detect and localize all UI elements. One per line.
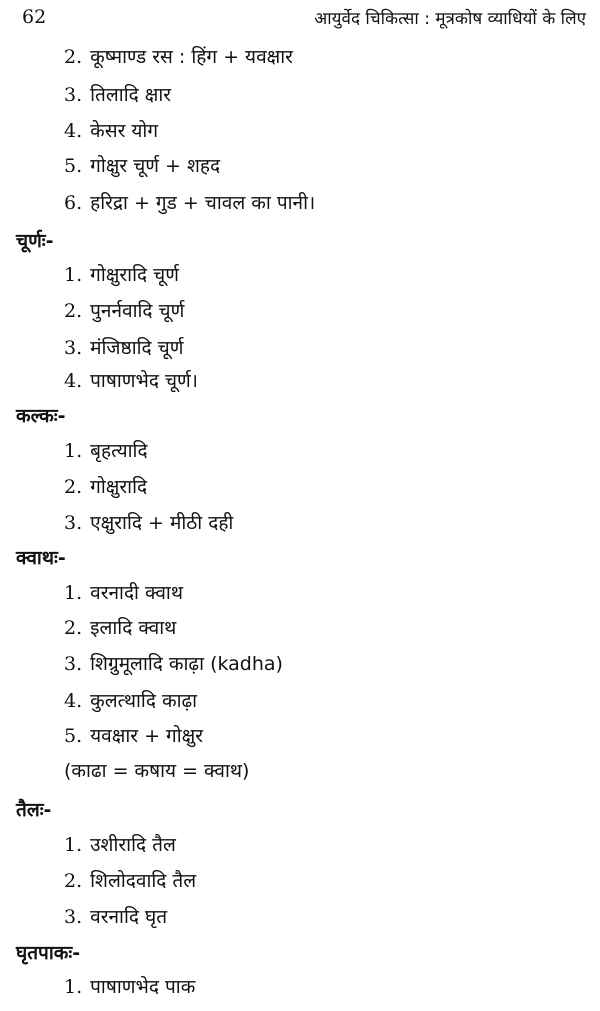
list-item <box>64 438 148 464</box>
item-text: शिलोदवादि तैल <box>90 870 197 892</box>
item-text: (काढा = कषाय = क्वाथ) <box>64 760 250 782</box>
item-number: 5. <box>64 155 83 177</box>
item-text: उशीरादि तैल <box>90 834 176 856</box>
list-item <box>64 298 184 324</box>
list-item <box>64 262 179 288</box>
item-number: 2. <box>64 617 83 639</box>
item-text: कूष्माण्ड रस : हिंग + यवक्षार <box>90 46 293 68</box>
item-number: 3. <box>64 653 83 675</box>
item-number: 4. <box>64 370 83 392</box>
item-number: 4. <box>64 120 83 142</box>
heading-text: तैलः- <box>16 799 52 821</box>
item-number: 3. <box>64 337 83 359</box>
item-number: 1. <box>64 976 83 998</box>
list-item <box>64 974 195 1000</box>
heading-text: घृतपाकः- <box>16 942 81 964</box>
item-text: गोक्षुर चूर्ण + शहद <box>90 155 221 177</box>
list-item <box>64 118 158 144</box>
list-item <box>64 510 233 536</box>
list-item <box>64 832 176 858</box>
list-item <box>64 82 171 108</box>
item-text: इलादि क्वाथ <box>90 617 177 639</box>
item-text: यवक्षार + गोक्षुर <box>90 725 204 747</box>
item-text: बृहत्यादि <box>90 440 148 462</box>
item-text: एक्षुरादि + मीठी दही <box>90 512 234 534</box>
item-text: हरिद्रा + गुड + चावल का पानी। <box>90 192 316 214</box>
item-text: तिलादि क्षार <box>90 84 172 106</box>
item-text: कुलत्थादि काढ़ा <box>90 690 198 712</box>
list-item <box>64 580 183 606</box>
heading-text: क्वाथः- <box>16 547 66 569</box>
list-item <box>64 615 176 641</box>
list-item <box>64 474 147 500</box>
section-heading <box>16 228 54 254</box>
item-text: वरनादि घृत <box>90 906 168 928</box>
item-number: 4. <box>64 690 83 712</box>
item-text: शिग्रुमूलादि काढ़ा (kadha) <box>90 653 283 675</box>
item-number: 2. <box>64 476 83 498</box>
list-item <box>64 904 167 930</box>
section-heading <box>16 545 66 571</box>
heading-text: कल्कः- <box>16 405 66 427</box>
item-number: 1. <box>64 440 83 462</box>
list-item <box>64 190 315 216</box>
list-item <box>64 335 184 361</box>
list-item <box>64 868 196 894</box>
item-number: 2. <box>64 46 83 68</box>
heading-text: चूर्णः- <box>16 230 54 252</box>
item-number: 2. <box>64 870 83 892</box>
list-item <box>64 153 220 179</box>
list-item <box>64 368 198 394</box>
item-number: 3. <box>64 84 83 106</box>
item-number: 1. <box>64 264 83 286</box>
item-number: 6. <box>64 192 83 214</box>
item-number: 3. <box>64 512 83 534</box>
section-heading <box>16 403 65 429</box>
list-item <box>64 723 203 749</box>
item-number: 2. <box>64 300 83 322</box>
item-text: केसर योग <box>90 120 159 142</box>
list-item <box>64 651 283 677</box>
item-text: पाषाणभेद पाक <box>90 976 196 998</box>
list-item <box>64 758 249 784</box>
item-number: 1. <box>64 582 83 604</box>
section-heading <box>16 940 80 966</box>
item-number: 1. <box>64 834 83 856</box>
item-number: 3. <box>64 906 83 928</box>
item-text: गोक्षुरादि <box>90 476 148 498</box>
page-number: 62 <box>22 6 47 28</box>
item-number: 5. <box>64 725 83 747</box>
item-text: पाषाणभेद चूर्ण। <box>90 370 198 392</box>
list-item <box>64 688 197 714</box>
item-text: वरनादी क्वाथ <box>90 582 183 604</box>
section-heading <box>16 797 51 823</box>
item-text: पुनर्नवादि चूर्ण <box>90 300 185 322</box>
item-text: मंजिष्ठादि चूर्ण <box>90 337 184 359</box>
list-item <box>64 44 293 70</box>
running-title: आयुर्वेद चिकित्सा : मूत्रकोष व्याधियों के लिए <box>314 9 586 29</box>
page-header <box>14 6 586 32</box>
item-text: गोक्षुरादि चूर्ण <box>90 264 179 286</box>
